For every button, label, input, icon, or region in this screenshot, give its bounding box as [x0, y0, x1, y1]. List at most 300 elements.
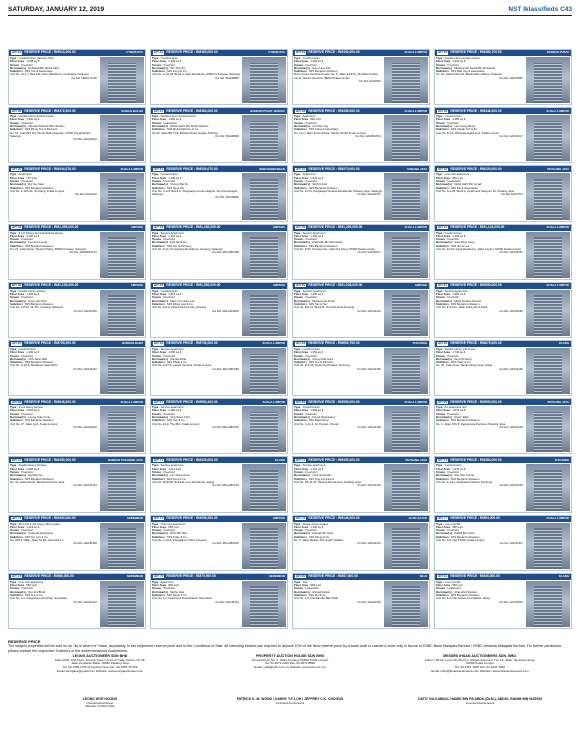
detail-label: Borrower(s): [152, 589, 168, 594]
listing-number: AR 55: [154, 224, 164, 229]
detail-value: Single storey terrace: [302, 522, 329, 526]
our-ref-value: HA/191309: [83, 542, 97, 546]
listing-number: AR 65: [438, 341, 448, 346]
listing-location: AMPANG: [272, 283, 285, 288]
detail-label: Solicitors: [294, 185, 307, 190]
our-ref-value: HA/191305: [509, 484, 523, 488]
licensed-block: [388, 698, 572, 709]
detail-value: Service Apartment: [302, 289, 326, 293]
detail-label: Borrower(s): [152, 182, 168, 187]
listing-card: [150, 398, 288, 454]
detail-value: M/S Benjamin Dawson: [25, 301, 54, 306]
detail-value: 1,197 sq.ft: [310, 466, 324, 471]
listing-body: [151, 289, 287, 337]
our-ref-value: HMA/171220: [81, 76, 97, 80]
detail-label: Tenure: [294, 528, 304, 533]
listing-reserve-price: RESERVE PRICE : RM430,000.00: [308, 50, 360, 55]
detail-label: Floor Area: [152, 466, 166, 471]
listing-body: [151, 522, 287, 570]
detail-value: Freehold: [305, 120, 317, 125]
detail-label: Solicitors: [436, 592, 449, 597]
detail-label: Borrower(s): [436, 415, 452, 420]
detail-label: Type: [436, 115, 443, 119]
detail-value: Condominium: [18, 348, 36, 351]
listing-details: [436, 115, 525, 161]
detail-separator: :: [442, 580, 445, 584]
detail-label: Tenure: [152, 528, 162, 533]
our-ref-label: Our Ref :: [499, 134, 510, 138]
our-ref: [152, 426, 241, 429]
detail-label: Floor Area: [10, 292, 24, 297]
detail-label: Borrower(s): [152, 473, 168, 478]
our-ref: [294, 368, 383, 371]
detail-label: Type: [152, 231, 159, 235]
our-ref: [294, 542, 383, 545]
detail-label: Borrower(s): [152, 65, 168, 70]
listing-body: [9, 405, 145, 453]
detail-label: Floor Area: [436, 350, 450, 355]
detail-label: Type: [294, 289, 301, 293]
detail-label: Type: [152, 522, 159, 526]
detail-separator: :: [300, 580, 303, 584]
detail-value: Double Storey Terrace: [18, 464, 47, 468]
detail-label: Solicitors: [294, 243, 307, 248]
listing-location: KLANG: [559, 341, 569, 346]
listing-card: [8, 282, 146, 338]
detail-value: 1,400 sq.ft: [26, 117, 40, 122]
listing-reserve-price: RESERVE PRICE : RM358,000.00: [308, 108, 360, 113]
auctioneer-details: [8, 655, 572, 674]
our-ref-label: Our Ref :: [357, 425, 368, 429]
property-photo: [526, 464, 570, 510]
detail-label: Borrower(s): [294, 531, 310, 536]
listing-body: [151, 463, 287, 511]
detail-value: Service apartment: [160, 464, 184, 468]
detail-separator: :: [303, 295, 306, 300]
detail-separator: :: [25, 240, 29, 245]
detail-separator: :: [161, 586, 164, 591]
our-ref-value: HA/191237: [83, 367, 97, 371]
listing-card: [292, 49, 430, 105]
our-ref-label: Our Ref :: [357, 193, 368, 197]
detail-value: Freehold: [447, 411, 459, 416]
auctioneer-line: 50450 Kuala Lumpur: [466, 661, 494, 666]
our-ref-value: PAH/28900: [225, 134, 239, 138]
listing-location: CYBERJAYA: [268, 50, 285, 55]
listing-body: [151, 114, 287, 162]
listing-location: SERI KEMBANGAN: [259, 166, 285, 171]
detail-label: Borrower(s): [294, 240, 310, 245]
our-ref: [436, 368, 525, 371]
detail-separator: :: [23, 408, 27, 413]
detail-separator: :: [448, 360, 452, 365]
detail-separator: :: [448, 185, 452, 190]
detail-value: Freehold: [163, 411, 175, 416]
detail-separator: :: [303, 528, 306, 533]
listing-reserve-price: RESERVE PRICE : RM1,430,000.00: [166, 224, 221, 229]
our-ref-label: Our Ref :: [499, 600, 510, 604]
listing-reserve-price: RESERVE PRICE : RM372,000.00: [24, 108, 76, 113]
detail-separator: :: [19, 528, 22, 533]
detail-label: Type: [436, 231, 443, 235]
listing-card: [150, 49, 288, 105]
our-ref-value: HA/191312: [83, 600, 97, 604]
detail-separator: :: [158, 231, 161, 235]
detail-label: Tenure: [10, 528, 20, 533]
listing-body: [293, 231, 429, 279]
detail-label: Borrower(s): [294, 415, 310, 420]
detail-value: 1,048 sq.ft: [26, 59, 40, 64]
our-ref-label: Our Ref :: [212, 542, 223, 546]
property-photo: [100, 406, 144, 452]
listing-body: [435, 231, 571, 279]
listing-body: [293, 580, 429, 628]
detail-separator: :: [445, 586, 448, 591]
detail-label: Tenure: [436, 62, 446, 67]
our-ref-value: HA/191310: [367, 542, 381, 546]
listing-details: [436, 348, 525, 394]
property-photo: [242, 115, 286, 161]
our-ref: [436, 193, 525, 196]
detail-separator: :: [22, 127, 26, 132]
auctioneer-line: Tel: 03-7958 1795 (6 hunting lines) Fax: 03-7955 78 799: [62, 665, 138, 670]
licensed-role: Licensed Auctioneers: [275, 700, 305, 705]
listing-card: [292, 573, 430, 629]
listing-location: KLANG: [275, 457, 285, 462]
detail-value: Lim Mei Ling: [312, 124, 329, 129]
detail-separator: :: [306, 243, 310, 248]
listing-address: Unit No. A-27-6, Laman Sentosa, Kuala Lumpur: [152, 363, 212, 368]
detail-value: M/S Lee & Co: [25, 592, 43, 597]
detail-value: 1,345 sq.ft: [168, 175, 182, 180]
our-ref-value: HA/123987: [509, 76, 523, 80]
listing-number: AR 59: [154, 283, 164, 288]
detail-separator: :: [158, 289, 161, 293]
detail-label: Type: [294, 173, 301, 177]
listing-address: No. 1, Jalan PJU 8, Damansara Perdana, Petaling Jaya: [436, 421, 506, 426]
detail-separator: :: [19, 586, 22, 591]
listing-body: [435, 522, 571, 570]
detail-value: Freehold: [447, 295, 459, 300]
detail-label: Tenure: [10, 469, 20, 474]
listing-details: [152, 115, 241, 161]
listing-card: [292, 282, 430, 338]
detail-separator: :: [167, 473, 171, 478]
listing-details: [294, 348, 383, 394]
detail-value: Cheng Kah Hock: [312, 356, 334, 361]
detail-label: Tenure: [10, 62, 20, 67]
detail-separator: :: [25, 65, 29, 70]
detail-separator: :: [303, 237, 306, 242]
detail-label: Type: [10, 406, 17, 410]
detail-separator: :: [16, 348, 19, 351]
detail-label: Tenure: [152, 237, 162, 242]
detail-label: Floor Area: [10, 175, 24, 180]
detail-separator: :: [19, 411, 22, 416]
detail-label: Solicitors: [152, 243, 165, 248]
listing-details: [294, 406, 383, 452]
listing-location: KUALA LUMPUR: [546, 283, 569, 288]
listing-reserve-price: RESERVE PRICE : RM753,000.00: [24, 341, 76, 346]
detail-value: M/S Benjamin Dawson: [309, 69, 338, 74]
detail-label: Solicitors: [294, 592, 307, 597]
detail-value: M/S Raja Darryl: [309, 418, 329, 423]
detail-value: M/S Kong & Co: [167, 69, 187, 74]
detail-label: Tenure: [10, 120, 20, 125]
detail-value: Condominium: [444, 464, 462, 468]
property-photo: [526, 581, 570, 627]
listing-address: No. 33, Jalan Kota, Taman Klang Jaya, Klang: [436, 363, 493, 368]
detail-separator: :: [300, 348, 303, 351]
detail-label: Borrower(s): [294, 124, 310, 129]
detail-separator: :: [161, 411, 164, 416]
detail-value: Khairudin Bin Abd Ghani: [312, 240, 343, 245]
detail-value: Condominium: [444, 115, 462, 119]
listing-details: [436, 173, 525, 219]
property-photo: [100, 523, 144, 569]
listing-reserve-price: RESERVE PRICE : RM648,000.00: [24, 399, 76, 404]
detail-value: Freehold: [305, 237, 317, 242]
detail-separator: :: [449, 175, 453, 180]
detail-label: Floor Area: [294, 175, 308, 180]
detail-label: Type: [152, 406, 159, 410]
our-ref-label: Our Ref :: [73, 309, 84, 313]
detail-value: Gan Wei Chong: [454, 473, 475, 478]
detail-value: Zulkifli Bin Omar: [454, 531, 475, 536]
listing-reserve-price: RESERVE PRICE : RM730,000.00: [166, 341, 218, 346]
detail-separator: :: [16, 406, 19, 410]
listing-body: [151, 56, 287, 104]
listing-reserve-price: RESERVE PRICE : RM1,290,000.00: [308, 224, 363, 229]
detail-value: M/S Benjamin Dawson: [451, 301, 480, 306]
listing-number: AR 42: [12, 50, 22, 55]
listing-card: [292, 398, 430, 454]
detail-value: Freehold: [163, 469, 175, 474]
our-ref-label: Our Ref :: [499, 76, 510, 80]
listing-reserve-price: RESERVE PRICE : RM70,000.00: [166, 574, 216, 579]
detail-value: Muhammad Faizal Bin Mohamad: [454, 65, 496, 70]
our-ref-label: Our Ref :: [357, 251, 368, 255]
listing-card: [292, 515, 430, 571]
listing-reserve-price: RESERVE PRICE : RM558,000.00: [308, 399, 360, 404]
detail-value: Hasnah Bt Yusof: [312, 531, 333, 536]
detail-separator: :: [25, 182, 29, 187]
listing-details: [436, 581, 525, 627]
listing-number: AR 74: [12, 515, 22, 520]
detail-value: Apartment: [302, 173, 316, 177]
detail-value: Freehold: [21, 62, 33, 67]
listing-body: [293, 289, 429, 337]
detail-value: 1,260 sq.ft: [452, 292, 466, 297]
detail-value: M/S Tan Lim & Co: [25, 534, 48, 539]
listing-number: AR 81: [438, 574, 448, 579]
property-photo: [242, 173, 286, 219]
detail-label: Floor Area: [152, 59, 166, 64]
detail-separator: :: [164, 243, 168, 248]
property-photo: [526, 57, 570, 103]
detail-value: Freehold: [21, 528, 33, 533]
detail-separator: :: [306, 476, 310, 481]
our-ref-value: MALA/BSC88: [222, 251, 239, 255]
detail-separator: :: [303, 120, 306, 125]
property-photo: [384, 581, 428, 627]
detail-label: Borrower(s): [294, 298, 310, 303]
detail-separator: :: [22, 243, 26, 248]
detail-value: 1,300 sq.ft: [310, 524, 324, 529]
detail-label: Tenure: [294, 62, 304, 67]
detail-separator: :: [16, 464, 19, 468]
listing-number: AR 76: [296, 515, 306, 520]
listing-details: [10, 406, 99, 452]
listing-details: [10, 232, 99, 278]
listing-body: [435, 347, 571, 395]
our-ref: [152, 196, 241, 199]
property-photo: [384, 115, 428, 161]
detail-value: M/S Azmi & Co: [167, 476, 186, 481]
detail-separator: :: [451, 531, 455, 536]
detail-label: Type: [436, 522, 443, 526]
listing-details: [152, 581, 241, 627]
detail-value: Ng Wai Yee: [28, 473, 43, 478]
our-ref-value: HA/191082: [509, 309, 523, 313]
licensed-role: Licensed Auctioneers: [465, 700, 495, 705]
listing-number: AR 77: [438, 515, 448, 520]
detail-value: Low cost apartment: [444, 173, 470, 177]
detail-label: Solicitors: [436, 476, 449, 481]
listing-number: AR 78: [12, 574, 22, 579]
property-photo: [526, 348, 570, 394]
detail-label: Floor Area: [294, 583, 308, 588]
listing-number: AR 47: [154, 108, 164, 113]
detail-separator: :: [161, 120, 164, 125]
detail-separator: :: [303, 353, 306, 358]
listing-body: [9, 114, 145, 162]
listing-location: BANDAR PUSAT: [546, 50, 569, 55]
detail-value: M/S Azlan & Co: [167, 534, 187, 539]
listing-number: AR 75: [154, 515, 164, 520]
property-photo: [100, 173, 144, 219]
detail-separator: :: [161, 469, 164, 474]
detail-separator: :: [19, 178, 22, 183]
listing-address: No. 11-3, Jalan Sentul Pasar, Sentul, 51100 Kuala Lumpur: [294, 130, 367, 135]
listing-location: KUALA LUMPUR: [404, 399, 427, 404]
detail-separator: :: [307, 524, 311, 529]
detail-label: Type: [436, 57, 443, 60]
detail-value: Freehold: [21, 469, 33, 474]
listing-reserve-price: RESERVE PRICE : RM450,000.00: [24, 457, 76, 462]
detail-separator: :: [164, 592, 168, 597]
listing-address: Unit No. 5-09, Sunwaymas, Jalan Kia Peng, 50450 Kuala Lumpur: [294, 247, 376, 252]
property-photo: [100, 57, 144, 103]
detail-value: Low cost flat: [444, 522, 461, 526]
detail-value: Ahmad Rizal: [170, 356, 186, 361]
listing-details: [10, 173, 99, 219]
listing-reserve-price: RESERVE PRICE : RM690,700.00: [308, 341, 360, 346]
listing-card: [434, 49, 572, 105]
listing-details: [436, 523, 525, 569]
detail-separator: :: [303, 411, 306, 416]
listing-details: [10, 115, 99, 161]
our-ref-label: Our Ref :: [499, 309, 510, 313]
listing-address: No 62, Jalan BPJ 2/4, Bandar Pusat Jengka, Pahang: [152, 130, 218, 135]
detail-separator: :: [158, 173, 161, 177]
auctioneer-line: Email: hsbc@ihsanauctioneers.com Website: www.ihsanauctioneers.com: [431, 668, 529, 673]
detail-label: Borrower(s): [10, 356, 26, 361]
our-ref: [10, 601, 99, 604]
listing-body: [293, 522, 429, 570]
property-photo: [526, 173, 570, 219]
detail-separator: :: [445, 528, 448, 533]
our-ref: [10, 77, 99, 80]
detail-label: Tenure: [294, 469, 304, 474]
detail-separator: :: [161, 178, 164, 183]
listing-reserve-price: RESERVE PRICE : RM1,124,000.00: [450, 224, 505, 229]
detail-separator: :: [451, 589, 455, 594]
listing-location: SEREMBAN: [126, 515, 143, 520]
our-ref-label: Our Ref :: [71, 76, 82, 80]
detail-separator: :: [306, 69, 310, 74]
listing-details: [436, 232, 525, 278]
detail-value: Apartment: [302, 115, 316, 119]
listing-reserve-price: RESERVE PRICE : RM439,000.00: [166, 457, 218, 462]
detail-value: 1,345 sq.ft: [168, 59, 182, 64]
detail-label: Tenure: [152, 586, 162, 591]
detail-separator: :: [451, 473, 455, 478]
auctioneer-line: Email: mala@pah.com.my Website: www.pah.com.my: [254, 665, 326, 670]
detail-separator: :: [16, 580, 19, 584]
our-ref: [294, 426, 383, 429]
listing-details: [294, 232, 383, 278]
detail-separator: :: [25, 589, 29, 594]
our-ref-value: MALA/BSC90: [222, 425, 239, 429]
detail-separator: :: [442, 348, 445, 351]
listing-location: BANDAR BARU: [122, 341, 143, 346]
our-ref-label: Our Ref :: [73, 484, 84, 488]
detail-separator: :: [303, 586, 306, 591]
detail-separator: :: [303, 62, 306, 67]
detail-separator: :: [22, 360, 26, 365]
detail-value: Freehold: [447, 237, 459, 242]
detail-value: 550 sq.ft: [26, 583, 37, 588]
detail-value: M/S Benjamin Dawson: [25, 476, 54, 481]
property-photo: [242, 406, 286, 452]
our-ref: [10, 542, 99, 545]
property-photo: [384, 464, 428, 510]
our-ref-label: Our Ref :: [357, 367, 368, 371]
detail-value: Freehold: [163, 237, 175, 242]
property-photo: [100, 290, 144, 336]
property-photo: [384, 232, 428, 278]
auctioneer-line: Suite 1009, 10th Floor, Amcorp Tower, Amcorp Trade Centre, No.18,: [54, 657, 146, 662]
our-ref-value: PAH/28805: [225, 196, 239, 200]
property-photo: [100, 464, 144, 510]
detail-value: Low cost apartment: [18, 580, 44, 584]
detail-separator: :: [300, 57, 303, 60]
notice-body: The subject properties will be sold on an "as is where is" basis, separately, to the respective reserve price and to the Conditions of Sale. All intending bidders are required to deposit 10% of the fixed reserve price by a bank draft or cashier's order only in favour of HSBC Bank Malaysia Berhad / HSBC Amanah Malaysia Berhad. For further particulars, please contact the respective Solicitors or the undermentioned Auctioneers.: [8, 644, 563, 653]
detail-label: Borrower(s): [10, 298, 26, 303]
our-ref-value: HA/191136: [83, 309, 97, 313]
listing-card: [434, 398, 572, 454]
detail-label: Type: [294, 406, 301, 410]
listing-location: KUALA LUMPUR: [262, 341, 285, 346]
detail-label: Type: [294, 348, 301, 351]
detail-separator: :: [164, 418, 168, 423]
detail-separator: :: [306, 418, 310, 423]
listing-location: KUALA LUMPUR: [120, 166, 143, 171]
listing-reserve-price: RESERVE PRICE : RM594,400.00: [166, 399, 218, 404]
detail-separator: :: [442, 173, 445, 177]
detail-separator: :: [164, 185, 168, 190]
